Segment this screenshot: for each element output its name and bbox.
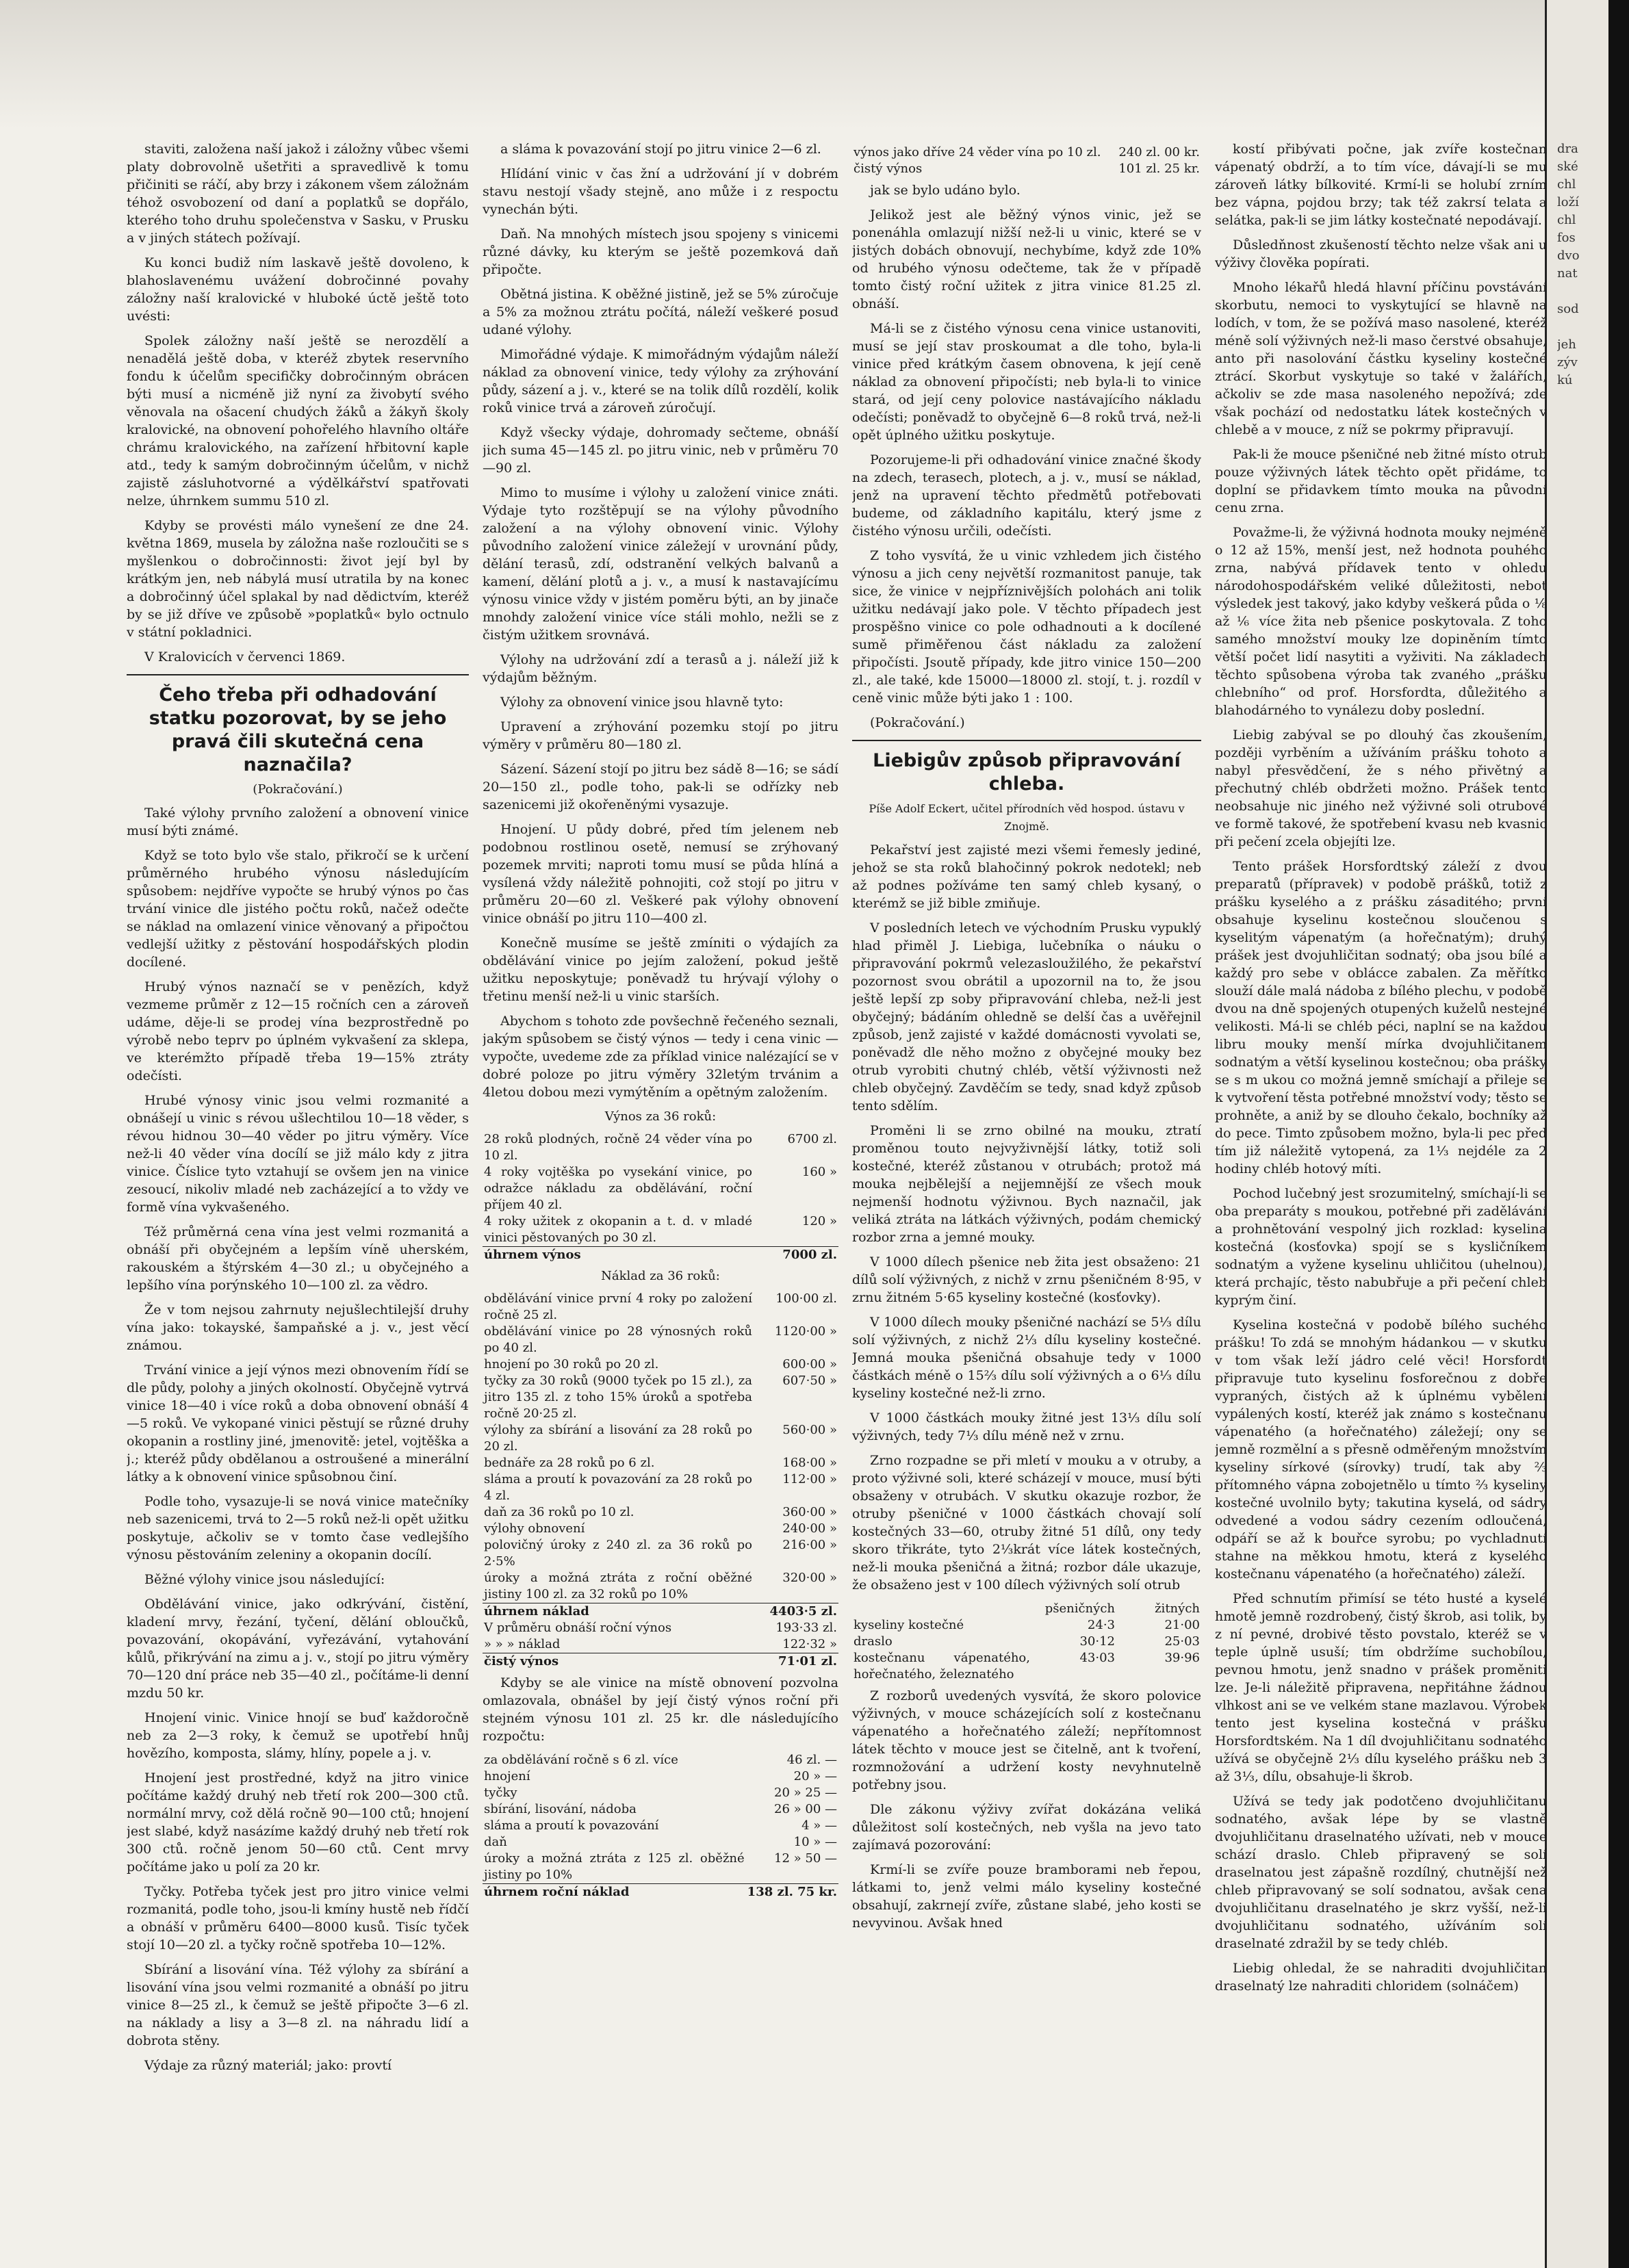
row-label: hnojení po 30 roků po 20 zl. <box>484 1357 659 1371</box>
total-row <box>483 1884 838 1901</box>
row-value: 216·00 » <box>782 1538 837 1552</box>
paragraph: Hlídání vinic v čas žní a udržování jí v dobrém stavu nestojí všady stejně, ano může i z respoctu vynechán býti. <box>483 166 838 217</box>
tail-paragraph: Kdyby se ale vinice na místě obnovení pozvolna omlazovala, obnášel by její čistý výnos roční při stejném výnosu 101 zl. 25 kr. dle následujícího rozpočtu: <box>483 1675 838 1744</box>
table-cell: draslo <box>854 1634 893 1649</box>
total-value: 71·01 zl. <box>754 1653 838 1671</box>
paragraph: Běžné výlohy vinice jsou následující: <box>144 1572 385 1587</box>
table-row <box>483 1851 838 1884</box>
row-value: 100·00 zl. <box>775 1291 837 1306</box>
table-header-row <box>852 1601 1201 1617</box>
table-cell: kyseliny kostečné <box>854 1618 964 1632</box>
paragraph: V 1000 částkách mouky žitné jest 13⅓ dílu solí výživných, tedy 7⅓ dílu méně než v zrnu. <box>852 1410 1201 1443</box>
row-value: 320·00 » <box>782 1571 837 1585</box>
paragraph: V Kralovicích v červenci 1869. <box>144 649 346 665</box>
table-cell: 43·03 <box>1079 1651 1115 1665</box>
paragraph: jak se bylo udáno bylo. <box>870 183 1021 198</box>
paragraph: Hnojení jest prostředné, když na jitro vinice počítáme každý druhý neb třetí rok 200—300 ctů. normální mrvy, což dělá ročně 90—100 ctů; hnojení jest slabé, když nasázíme každý druhý neb třetí rok 300 ctů. ročně jenom 50—60 ctů. Cent mrvy počítáme jako u polí za 20 kr. <box>127 1770 469 1874</box>
continued-note: (Pokračování.) <box>253 782 343 797</box>
table-row <box>852 1650 1201 1683</box>
table-row <box>852 1634 1201 1650</box>
row-value: 160 » <box>801 1165 837 1179</box>
paragraph: Že v tom nejsou zahrnuty nejušlechtilejší druhy vína jako: tokayské, šampaňské a j. v., jest věcí známou. <box>127 1302 469 1353</box>
column-1 <box>127 140 469 2081</box>
row-value: 600·00 » <box>782 1357 837 1371</box>
paragraph: Též průměrná cena vína jest velmi rozmanitá a obnáší při obyčejném a lepším víně uherském, rakouském a štýrském 4—30 zl.; u obyčejného a lepšího vína porýnského 10—100 zl. za vědro. <box>127 1224 469 1293</box>
paragraph: Sbírání a lisování vína. Též výlohy za sbírání a lisování vína jsou velmi rozmanité a obnáší po jitru vinice 8—25 zl., k čemuž se ještě připočte 3—6 zl. na náklady a lisy a 3—8 zl. na náhradu lidí a dobrota stěny. <box>127 1962 469 2048</box>
paragraph: Když všecky výdaje, dohromady sečteme, obnáší jich suma 45—145 zl. po jitru vinic, neb v průměru 70—90 zl. <box>483 425 838 476</box>
fragment-line <box>1557 674 1602 692</box>
table-row <box>483 1785 838 1801</box>
table-row <box>483 1620 838 1636</box>
paragraph: V posledních letech ve východním Prusku vypuklý hlad přiměl J. Liebiga, lučebníka o náuku o připravování pokrmů velezasloužilého, že pekařství pozornost svou obrátil a upozornil na to, že jsou ještě lepší zp soby připravování chleba, než-li jest obyčejný; bádáním ohledně se delší čas a uvěřejnil způsob, jenž zajisté v každé domácnosti vyvolati se, poněvadž dle něho možno z obyčejné mouky bez otrub vyrobiti chutný chléb, větší výživnosti než chleb obyčejný. Zavděčím se tedy, snad když způsob tento sdělím. <box>852 920 1201 1113</box>
fragment-line <box>1557 799 1602 816</box>
table-row <box>483 1373 838 1422</box>
paragraph: Kdyby se provésti málo vynešení ze dne 24. května 1869, musela by záložna naše rozloučiti se s myšlenkou o dobročinnosti: život její byl by krátkým jen, neb nábylá musí utratila by na konec a dobročinný účel splakal by nad dědictvím, kteréž by se již dříve ve způsobě »poplatků« bylo octnulo v státní pokladnici. <box>127 518 469 640</box>
row-label: sláma a proutí k povazování za 28 roků po 4 zl. <box>484 1472 752 1503</box>
paragraph: Upravení a zrýhování pozemku stojí po jitru výměry v průměru 80—180 zl. <box>483 719 838 752</box>
tail-cost-table <box>483 1752 838 1900</box>
article-body-liebig <box>852 841 1201 1594</box>
row-value: 607·50 » <box>782 1374 837 1388</box>
total-value: 7000 zl. <box>754 1247 838 1264</box>
row-value: 26 » 00 — <box>774 1802 837 1816</box>
fragment-line <box>1557 727 1602 745</box>
table-row <box>483 1164 838 1213</box>
row-value: 1120·00 » <box>774 1324 837 1339</box>
row-value: 101 zl. 25 kr. <box>1118 162 1200 176</box>
fragment-line: fos <box>1557 231 1576 245</box>
row-label: výlohy obnovení <box>484 1521 585 1536</box>
row-label: tyčky <box>484 1786 517 1800</box>
paragraph: Pozorujeme-li při odhadování vinice značné škody na zdech, terasech, plotech, a j. v., musí se náklad, jenž na upravení těchto předmětů potřebovati budeme, od základního kapitálu, který jsme z čistého výnosu určili, odečísti. <box>852 452 1201 539</box>
paragraph: Z rozborů uvedených vysvítá, že skoro polovice výživných, v mouce scházejících solí z kostečnanu vápenatého a hořečnatého záleží; nepřítomnost látek těchto v mouce jest se čitelně, ant k tvoření, rozmnožování a udržení kosty nevyhnutelně potřebny jsou. <box>852 1688 1201 1792</box>
row-value: 20 » — <box>793 1769 837 1783</box>
paragraph: Hnojení vinic. Vinice hnojí se buď každoročně neb za 2—3 roky, k čemuž se upotřebí hnůj hovězího, komposta, slámy, hlíny, popele a j. v. <box>127 1710 469 1761</box>
row-label: sláma a proutí k povazování <box>484 1818 659 1833</box>
paragraph: Krmí-li se zvíře pouze bramborami neb řepou, látkami to, jenž velmi málo kyseliny kostečné obsahují, zakrnejí zvíře, zůstane slabé, jeho kosti se nevyvinou. Avšak hned <box>852 1862 1201 1931</box>
row-label: obdělávání vinice první 4 roky po založení ročně 25 zl. <box>484 1291 752 1322</box>
paragraph: Podle toho, vysazuje-li se nová vinice matečníky neb sazenicemi, trvá to 2—5 roků než-li opět užitku poskytuje, ačkoliv se v tomto čase vedlejšího výnosu pěstováním zeleniny a okopanin docílí. <box>127 1494 469 1562</box>
paragraph: Konečně musíme se ještě zmíniti o výdajích za obdělávání vinice po jejím založení, pokud ještě užitku neposkytuje; poněvadž tu hrývají výlohy o třetinu menší než-li u vinic starších. <box>483 936 838 1004</box>
fragment-line <box>1557 763 1602 781</box>
table-row <box>852 161 1201 177</box>
table-row <box>483 1801 838 1818</box>
table-row <box>852 1617 1201 1634</box>
total-row <box>483 1603 838 1621</box>
fragment-line <box>1557 639 1602 656</box>
paragraph: V 1000 dílech mouky pšeničné nachází se 5⅓ dílu solí výživných, z nichž 2⅓ dílu kyseliny kostečné. Jemná mouka pšeničná obsahuje tedy v 1000 částkách méně o 15⅔ dílu solí výživných a o 6⅓ dílu kyseliny kostečné než-li zrno. <box>852 1315 1201 1401</box>
row-value: 360·00 » <box>782 1505 837 1519</box>
table-row <box>483 1131 838 1164</box>
paragraph: Tyčky. Potřeba tyček jest pro jitro vinice velmi rozmanitá, podle toho, jsou-li kmíny hustě neb řídčí a obnáší v průměru 6400—8000 kusů. Tisíc tyček stojí 10—20 zl. a tyčky ročně spotřeba 10—12%. <box>127 1884 469 1953</box>
row-value: 112·00 » <box>782 1472 837 1486</box>
divider <box>852 740 1201 741</box>
row-label: hnojení <box>484 1769 530 1783</box>
table-cell: 25·03 <box>1164 1634 1200 1649</box>
paragraph: Před schnutím přimísí se této husté a kyselé hmotě jemně rozdrobený, čistý škrob, asi tolik, by z ní pevné, drobivé těsto povstalo, kteréž se v teple úplně usuší; tím obdržíme suchobílou, pevnou hmotu, jenž snadno v prášek proměniti lze. Je-li náležitě připravena, nepřitáhne žádnou vlhkost ani se ve velkém stane mazlavou. Výrobek tento jest kyselina kostečná v prášku Horsfordtském. Na 1 díl dvojuhličitanu sodnatého užívá se obyčejně 2⅓ dílu kyselého prášku neb 3 až 3⅓, dílu, obsahuje-li škrob. <box>1215 1591 1547 1784</box>
fragment-line <box>1557 621 1602 639</box>
row-label: 4 roky vojtěška po vysekání vinice, po odražce nákladu za obdělávání, roční příjem 40 zl. <box>484 1165 752 1212</box>
row-label: sbírání, lisování, nádoba <box>484 1802 637 1816</box>
fragment-line <box>1557 710 1602 727</box>
byline: Píše Adolf Eckert, učitel přírodních věd hospod. ústavu v Znojmě. <box>869 802 1185 833</box>
fragment-line <box>1557 745 1602 763</box>
table-cell: 21·00 <box>1164 1618 1200 1632</box>
scan-black-edge <box>1608 0 1629 2268</box>
paragraph: V 1000 dílech pšenice neb žita jest obsaženo: 21 dílů solí výživných, z nichž v zrnu pšeničném 8·95, v zrnu žitném 5·65 kyseliny kostečné (kosťovky). <box>852 1254 1201 1305</box>
paragraph: Trvání vinice a její výnos mezi obnovením řídí se dle půdy, polohy a jiných okolností. Obyčejně vytrvá vinice 18—40 i více roků a doba obnovení obnáší 4—5 roků. Ve vykopané vinici pěstují se různé druhy okopanin a rostliny jiné, jmenovitě: jetel, vojtěška a j.; kteréž půdy obdělanou a ostroušené a minerální látky a k obnovení vinice spůsobnou činí. <box>127 1363 469 1484</box>
row-value: 240·00 » <box>782 1521 837 1536</box>
fragment-line <box>1557 514 1602 532</box>
paragraph: Hrubé výnosy vinic jsou velmi rozmanité a obnášejí u vinic s révou ušlechtilou 10—18 věder, s révou hidnou 30—40 věder po jitru výměry. Více než-li 40 věder vína docílí se již málo kdy z jitra vinice. Číslice tyto vztahují se ovšem jen na vinice zesoucí, nikoliv mladé neb zacházející a to vždy ve formě vína vykvašeného. <box>127 1093 469 1215</box>
paragraph: Má-li se z čistého výnosu cena vinice ustanoviti, musí se její stav proskoumat a dle toho, byla-li vinice před krátkým časem obnovena, k její ceně náklad za obnovení připočísti; neb byla-li to vinice stará, od její ceny polovice nastávajícího nákladu odečísti; poněvadž to obyčejně 6—8 roků trvá, než-li opět úplného užitku poskytuje. <box>852 321 1201 443</box>
column-3 <box>852 140 1201 1939</box>
paragraph: Sázení. Sázení stojí po jitru bez sádě 8—16; se sádí 20—150 zl., podle toho, pak-li se odřízky neb sazenicemi již okořeněnými vysazuje. <box>483 762 838 812</box>
row-label: úroky a možná ztráta z roční oběžné jistiny 100 zl. za 32 roků po 10% <box>484 1571 752 1601</box>
row-label: daň <box>484 1835 507 1849</box>
table-row <box>483 1455 838 1471</box>
paragraph: Výlohy na udržování zdí a terasů a j. náleží již k výdajům běžným. <box>483 652 838 685</box>
paragraph: Mimo to musíme i výlohy u založení vinice znáti. Výdaje tyto rozštěpují se na výlohy původního založení a na výlohy obnovení vinic. Výlohy původního založení vinice záležejí v urovnání půdy, dělání terasů, zdí, odstranění velkých balvanů a kamení, dělání plotů a j. v., a musí k nastavajícímu výnosu vinice vždy v jistém poměru býti, an by jinače mnohdy založení vinice více stáli mohlo, nežli se z čistým užitkem srovnává. <box>483 485 838 643</box>
column-header: pšeničných <box>1044 1601 1115 1616</box>
column-header <box>852 1601 1031 1617</box>
paragraph: Zrno rozpadne se při mletí v mouku a v otruby, a proto výživné soli, které scházejí v mouce, musí býti obsaženy v otrubách. V skutku okazuje rozbor, že otruby pšeničné v 1000 částkách chovají solí kostečných 33—60, otruby žitné 51 dílů, ony tedy skoro třikráte, tyto 2⅓krát více látek kostečných, než-li mouka pšeničná a žitná; rozbor dále ukazuje, že obsaženo jest v 100 dílech výživných solí otrub <box>852 1453 1201 1593</box>
row-label: úroky a možná ztráta z 125 zl. oběžné jistiny po 10% <box>484 1851 745 1882</box>
paragraph: Proměni li se zrno obilné na mouku, ztratí proměnou touto nejvyživnější látky, totiž soli kostečné, kteréž zůstanou v otrubách; protož má mouka nejbělejší a nejjemnější ze všech mouk nejmenší hodnotu výživnou. Bych naznačil, jak veliká ztráta na látkách výživných, podám chemický rozbor zrna a jemné mouky. <box>852 1123 1201 1245</box>
paragraph: Pochod lučebný jest srozumitelný, smíchají-li se oba preparáty s moukou, potřebné při zadělávání a prohnětování vespolný jich rozklad: kyselina kostečná (kosťovka) spojí se s kysličníkem sodnatým a vyžene kyselinu uhličitou (uhelnou), která prchajíc, těsto nabubřuje a při pečení chleb kyprým činí. <box>1215 1186 1547 1308</box>
fragment-line: loží <box>1557 195 1579 209</box>
paragraph: Dle zákonu výživy zvířat dokázána veliká důležitost solí kostečných, neb vyšla na jevo tato zajímavá pozorování: <box>852 1802 1201 1853</box>
row-label: 4 roky užitek z okopanin a t. d. v mladé vinici pěstovaných po 30 zl. <box>484 1214 752 1245</box>
fragment-line <box>1557 318 1602 336</box>
paragraph: Jelikož jest ale běžný výnos vinic, jež se ponenáhla omlazují nižší než-li u vinic, které se v jistých dobách obnovují, nechybíme, když zde 10% od hrubého výnosu odečteme, tak že v případě tomto čistý roční užitek z jitra vinice 81.25 zl. obnáší. <box>852 207 1201 311</box>
fragment-line <box>1557 603 1602 621</box>
row-value: 10 » — <box>793 1835 837 1849</box>
fragment-line <box>1557 781 1602 799</box>
fragment-line <box>1557 816 1602 834</box>
table-row <box>483 1291 838 1324</box>
paragraph: Hnojení. U půdy dobré, před tím jelenem neb podobnou rostlinou osetě, nemusí se zrýhovaný pozemek mrviti; naproti tomu musí se půda hlíná a vysílená vždy náležitě pohnojiti, což stojí po jitru v průměru 20—60 zl. Veškeré pak výlohy obnovení vinice obnáší po jitru 110—400 zl. <box>483 822 838 926</box>
row-label: bednáře za 28 roků po 6 zl. <box>484 1456 655 1470</box>
paragraph: Spolek záložny naší ještě se nerozdělí a nenadělá ještě doba, v kteréž zbytek reservního fondu k účelům specifičky dobročinným obrácen býti musí a nicméně již nyní za živobytí svého věnovala na ošacení chudých žáků a žákyň školy kralovické, na obnovení pohořelého hlavního oltáře chrámu kralovického, na zařízení hřbitovní kaple atd., tedy k samým dobročinným účelům, v nichž zajistě zásluhotvorné a výdělkářství spatřovati nelze, úhrnkem summu 510 zl. <box>127 333 469 508</box>
fragment-line: kú <box>1557 373 1573 387</box>
paragraph: a sláma k povazování stojí po jitru vinice 2—6 zl. <box>500 142 821 157</box>
row-value: 46 zl. — <box>786 1753 837 1767</box>
paragraph: Když se toto bylo vše stalo, přikročí se k určení průměrného hrubého výnosu následujícím spůsobem: nejdříve vypočte se hrubý výnos po čas trvání vinice dle jistého počtu roků, načež odečte se náklad na omlazení vinice věnovaný a připočtou vedlejší užitky z pěstování hospodářských plodin docílené. <box>127 848 469 970</box>
table-row <box>483 1752 838 1768</box>
fragment-line <box>1557 834 1602 852</box>
scan-top-shadow <box>0 0 1629 130</box>
adjacent-page-fragment <box>1557 140 1602 852</box>
row-value: 4 » — <box>801 1818 837 1833</box>
row-label: výlohy za sbírání a lisování za 28 roků po 20 zl. <box>484 1423 752 1454</box>
cost-heading: Náklad za 36 roků: <box>601 1269 720 1283</box>
fragment-line: dvo <box>1557 248 1580 263</box>
fragment-line <box>1557 532 1602 550</box>
divider <box>127 674 469 675</box>
paragraph: Důsledňnost zkušeností těchto nelze však ani u výživy člověka popírati. <box>1215 237 1547 270</box>
total-label: čistý výnos <box>483 1653 754 1671</box>
paragraph: Z toho vysvítá, že u vinic vzhledem jich čistého výnosu a jich ceny největší rozmanitost panuje, tak sice, že vinice v nejpříznivějších polohách ani tolik užitku nedávají jako pole. V těchto případech jest prospěšno vinice co pole odhadnouti a k docílené sumě přiměřenou část nákladu za založení připočísti. Jsoutě případy, kde jitro vinice 150—200 zl., ale také, kde 15000—18000 zl. stojí, t. j. rozdíl v ceně vinic může býti jako 1 : 100. <box>852 548 1201 706</box>
paragraph: Daň. Na mnohých místech jsou spojeny s vinicemi různé dávky, ku kterým se ještě pozemková daň připočte. <box>483 227 838 277</box>
fragment-line <box>1557 283 1602 300</box>
top-summary-table <box>852 144 1201 177</box>
paragraph: Užívá se tedy jak podotčeno dvojuhličitanu sodnatého, avšak lépe by se vlastně dvojuhličitanu draselnatého užívati, neb v mouce schází draslo. Chleb připravený se solí draselnatou jest zápašně rozdílný, chutnější než chleb připravovaný se solí sodnatou, avšak cena dvojuhličitanu draselnatého je skrz vyšší, než-li dvojuhličitanu sodnatého, užíváním solí draselnaté zdražil by se tedy chléb. <box>1215 1794 1547 1951</box>
fragment-line: chl <box>1557 213 1576 227</box>
fragment-line <box>1557 656 1602 674</box>
paragraph: Liebig zabýval se po dlouhý čas zkoušením, později vyrběním a užíváním prášku tohoto a nabyl přesvědčení, že s ného přivětný a přechutný chléb obdržeti možno. Prášek tento neobsahuje nic jiného než výživné soli otrubové ve formě takové, že spotřebení kvasu neb kvasnic při pečení zcela objejíti lze. <box>1215 727 1547 849</box>
revenue-heading: Výnos za 36 roků: <box>604 1109 717 1124</box>
row-value: 240 zl. 00 kr. <box>1118 145 1200 159</box>
paragraph: Abychom s tohoto zde povšechně řečeného seznali, jakým spůsobem se čistý výnos — tedy i cena vinic — vypočte, uvedeme zde za příklad vinice nalézající se v dobré poloze po jitru výměry 32letým trvánim a 4letou dobou mezi vymýtěním a opětným založením. <box>483 1014 838 1100</box>
fragment-line: ské <box>1557 159 1578 174</box>
row-value: 193·33 zl. <box>775 1621 837 1635</box>
paragraph: (Pokračování.) <box>870 715 965 730</box>
fragment-line <box>1557 425 1602 443</box>
article-body-liebig-cont <box>852 1687 1201 1932</box>
row-label: za obdělávání ročně s 6 zl. více <box>484 1753 678 1767</box>
fragment-line <box>1557 461 1602 478</box>
fragment-line <box>1557 550 1602 567</box>
table-row <box>852 144 1201 161</box>
paragraph: Hrubý výnos naznačí se v penězích, když vezmeme průměr z 12—15 ročních cen a zároveň udáme, děje-li se prodej vína bezprostředně po výrobě nebo teprv po úplném vykvašení za sklepa, ve kterémžto případě třeba 19—15% ztráty odečísti. <box>127 979 469 1083</box>
table-cell: 24·3 <box>1087 1618 1115 1632</box>
total-value: 4403·5 zl. <box>754 1603 838 1621</box>
row-label: výnos jako dříve 24 věder vína po 10 zl. <box>854 145 1101 159</box>
table-row <box>483 1356 838 1373</box>
fragment-line <box>1557 496 1602 514</box>
row-label: tyčky za 30 roků (9000 tyček po 15 zl.), za jitro 135 zl. z toho 15% úroků a spotřeba ročně 20·25 zl. <box>484 1374 752 1421</box>
paragraph: Tento prášek Horsfordtský záleží z dvou preparatů (přípravek) v podobě prášků, totiž z prášku kyselého a z prášku zásaditého; první obsahuje kyselinu kostečnou sloučenou s kyselitým vápenatým (a hořečnatým); druhý prášek jest dvojuhličitan sodnatý; oba jsou bílé a každý pro sebe v oblácce zabalen. Za měřítko slouží dále malá nádoba z bílého plechu, v podobě dvou na dně spojených otupených kuželů nestejné velikosti. Má-li se chléb péci, naplní se na každou libru mouky menší mírka dvojuhličitanem sodnatým a větší kyselinou kostečnou; oba prášky se s m ukou co možná jemně smíchají a přileje se k vytvoření těsta potřebné množství vody; těsto se prohněte, a aniž by se dlouho čekalo, bochníky až do pece. Timto způsobem možno, byla-li pec před tím již náležitě vytopená, za 1⅓ nejdéle za 2 hodiny chléb hotový míti. <box>1215 859 1547 1176</box>
fragment-line <box>1557 585 1602 603</box>
paragraph: Ku konci budiž ním laskavě ještě dovoleno, k blahoslavenému uvážení dobročinné povahy záložny naší kralovické v hluboké úctě ještě toto uvésti: <box>127 255 469 324</box>
paragraph: Mimořádné výdaje. K mimořádným výdajům náleží náklad za obnovení vinice, tedy výlohy za zrýhování půdy, sázení a j. v., které se na tolik dílů rozdělí, kolik roků vinice trvá a zároveň zúročují. <box>483 347 838 415</box>
fragment-line: chl <box>1557 177 1576 192</box>
paragraph: Také výlohy prvního založení a obnovení vinice musí býti známé. <box>127 806 469 838</box>
paragraph: Považme-li, že výživná hodnota mouky nejméně o 12 až 15%, menší jest, než hodnota pouhého zrna, nabývá přídavek tento v ohledu národohospodářském veliké důležitosti, neboť výsledek jest takový, jako kdyby veškerá půda o ⅛ až ⅙ více žita neb pšenice poskytovala. Z toho samého množství mouky lze dopiněním tímto větší počet lidí nasytiti a vyživiti. Na základech těchto spůsobena výroba tak zvaného „prášku chlebního“ od prof. Horsfordta, důležitého a blahodárného to vynálezu doby poslední. <box>1215 525 1547 718</box>
paragraph: Obdělávání vinice, jako odkrývání, čistění, kladení mrvy, řezání, tyčení, dělání obloučků, povazování, okopávání, vyřezávání, vytahování kůlů, přikrývání na zimu a j. v., stojí po jitru výměry 70—120 dní práce neb 35—40 zl., počítáme-li denní mzdu 50 kr. <box>127 1597 469 1701</box>
table-row <box>483 1818 838 1834</box>
fragment-line: zýv <box>1557 355 1578 370</box>
column-2 <box>483 140 838 1905</box>
row-label: V průměru obnáší roční výnos <box>484 1621 672 1635</box>
revenue-table <box>483 1131 838 1263</box>
table-row <box>483 1471 838 1504</box>
table-row <box>483 1422 838 1455</box>
row-label: obdělávání vinice po 28 výnosných roků po 40 zl. <box>484 1324 752 1355</box>
column-2-body <box>483 140 838 1101</box>
row-value: 120 » <box>801 1214 837 1228</box>
row-value: 168·00 » <box>782 1456 837 1470</box>
total-label: úhrnem náklad <box>483 1603 754 1621</box>
fragment-line: dra <box>1557 142 1578 156</box>
article-title-liebig: Liebigův způsob připravování chleba. <box>873 750 1181 795</box>
paragraph: staviti, založena naší jakož i záložny vůbec všemi platy dobrovolně ušetřiti a spravedlivě k tomu přičiniti se ráčí, aby brzy i zákonem všem záložnám téhož osvobození od daní a poplatků se dopřálo, kterého toho druhu společenstva v Sasku, v Prusku a v jiných státech požívají. <box>127 142 469 246</box>
row-label: daň za 36 roků po 10 zl. <box>484 1505 634 1519</box>
column-header: žitných <box>1155 1601 1200 1616</box>
total-label: úhrnem výnos <box>483 1247 754 1264</box>
table-row <box>483 1537 838 1570</box>
fragment-line <box>1557 478 1602 496</box>
row-label: čistý výnos <box>854 162 923 176</box>
article-body-odhad <box>127 804 469 2074</box>
fragment-line: sod <box>1557 302 1579 316</box>
cost-table <box>483 1291 838 1670</box>
row-label: 28 roků plodných, ročně 24 věder vína po 10 zl. <box>484 1132 752 1163</box>
table-row <box>483 1213 838 1247</box>
row-value: 560·00 » <box>782 1423 837 1437</box>
table-row <box>483 1636 838 1653</box>
fragment-line <box>1557 389 1602 407</box>
table-row <box>483 1504 838 1521</box>
total-row <box>483 1247 838 1264</box>
table-row <box>483 1834 838 1851</box>
fragment-line <box>1557 567 1602 585</box>
table-row <box>483 1570 838 1603</box>
paragraph: Liebig ohledal, že se nahraditi dvojuhličitan draselnatý lze nahraditi chloridem (solnáčem) <box>1215 1961 1547 1994</box>
paragraph: Mnoho lékařů hledá hlavní příčinu povstávání skorbutu, nemoci to vyskytující se hlavně na lodích, v tom, že se požívá maso nasolené, kteréž méně solí výživných než-li maso čerstvé obsahuje, anto při nasolování částku kyseliny kostečné ztrácí. Skorbut vyskytuje so také v žalářích, ačkoliv se zde masa nasoleného nepožívá; zde však pochází od nedostatku látek kostečných v chlebě a v mouce, z níž se pokrmy připravují. <box>1215 280 1547 437</box>
fragment-line: jeh <box>1557 337 1576 352</box>
table-cell: kostečnanu vápenatého, hořečnatého, železnatého <box>854 1651 1030 1681</box>
row-value: 122·32 » <box>782 1637 837 1651</box>
paragraph: Pekařství jest zajisté mezi všemi řemesly jediné, jehož se sta roků blahočinný pokrok nedotekl; neb až podnes požíváme ten samý chleb kysaný, o kterémž se již bible zmiňuje. <box>852 842 1201 911</box>
table-cell: 39·96 <box>1164 1651 1200 1665</box>
table-row <box>483 1324 838 1356</box>
fragment-line <box>1557 692 1602 710</box>
paragraph: Pak-li že mouce pšeničné neb žitné místo otrub pouze výživných látek těchto opět přidáme, to doplní se přidavkem tímto mouka na původní cenu zrna. <box>1215 447 1547 515</box>
paragraph: Kyselina kostečná v podobě bílého suchého prášku! To zdá se mnohým hádankou — v skutku v tom však leží jádro celé věci! Horsfordt připravuje tuto kyselinu fosforečnou z dobře vypraných, čistých až k úplnému vybělení vypálených kostí, kteréž jak známo s kostečnanu vápenatého (a hořečnatého) záležejí; ony se jemně rozmělní a s přesně odměřeným množstvím kyseliny sírkové (sírovky) trudí, tak aby ⅔ přítomného vápna zobojetnělo u tímto ⅔ kyseliny kostečné uvolnilo byty; takutina kyselá, od sádry odvedené a vodou sádry cezením odloučená, odpáří se až k bouřce syrobu; po vychladnutí stahne na měkkou hmotu, která z kyselého kostečnanu vápenatého (a hořečnatého) záleží. <box>1215 1317 1547 1582</box>
total-value: 138 zl. 75 kr. <box>747 1885 837 1899</box>
table-cell: 30·12 <box>1079 1634 1115 1649</box>
row-value: 6700 zl. <box>787 1132 837 1146</box>
column-1-intro <box>127 140 469 666</box>
column-4 <box>1215 140 1547 2002</box>
column-4-body <box>1215 140 1547 1995</box>
fragment-line <box>1557 407 1602 425</box>
table-row <box>483 1521 838 1537</box>
total-label: úhrnem roční náklad <box>483 1884 746 1901</box>
column-3-body <box>852 181 1201 732</box>
row-label: » » » náklad <box>484 1637 561 1651</box>
row-value: 12 » 50 — <box>774 1851 837 1866</box>
fragment-line <box>1557 443 1602 461</box>
salts-table <box>852 1601 1201 1683</box>
total-row <box>483 1653 838 1671</box>
paragraph: Obětná jistina. K oběžné jistině, jež se 5% zúročuje a 5% za možnou ztrátu počítá, náleží veškeré posuď udané výlohy. <box>483 287 838 337</box>
paragraph: Výdaje za různý materiál; jako: provtí <box>144 2058 392 2073</box>
table-row <box>483 1768 838 1785</box>
fragment-line: nat <box>1557 266 1578 281</box>
row-label: polovičný úroky z 240 zl. za 36 roků po 2·5% <box>484 1538 752 1569</box>
paragraph: Výlohy za obnovení vinice jsou hlavně tyto: <box>500 695 784 710</box>
paragraph: kostí přibývati počne, jak zvíře kostečnan vápenatý obdrží, a to tím více, dávají-li se mu zároveň látky bílkovité. Krmí-li se holubí zrním bez vápna, pojdou brzy; tak též zakrsí telata a selátka, pak-li se jim látky kostečnaté nepodávají. <box>1215 142 1547 228</box>
article-title-odhad: Čeho třeba při odhadování statku pozorovat, by se jeho pravá čili skutečná cena naznačila? <box>149 684 447 775</box>
row-value: 20 » 25 — <box>774 1786 837 1800</box>
